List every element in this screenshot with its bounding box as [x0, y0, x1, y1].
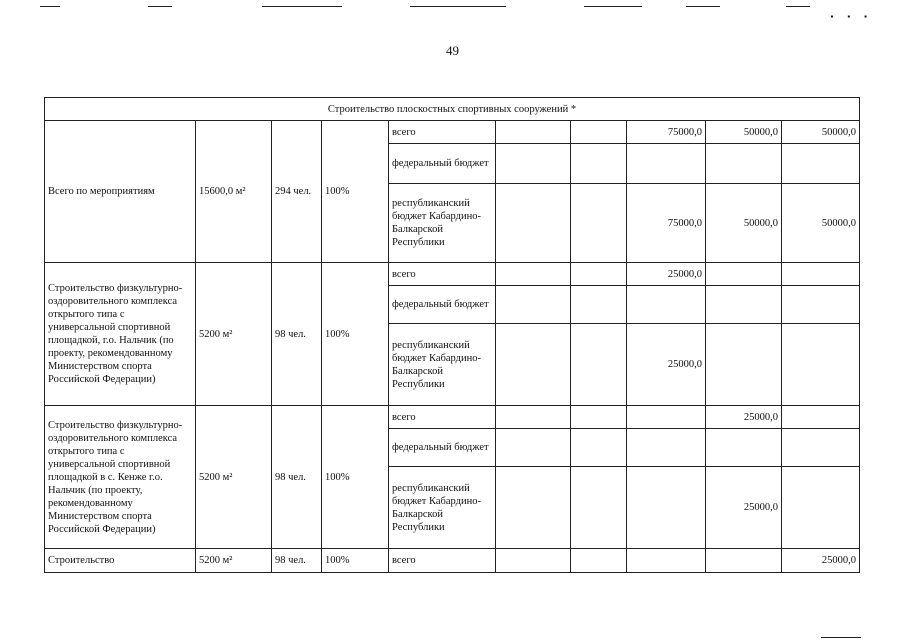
amount-cell	[496, 549, 571, 573]
amount-cell	[706, 429, 782, 467]
measure-name: Строительство	[45, 549, 196, 573]
amount-cell	[571, 184, 627, 263]
scan-specks: ▪ ▪ ▪	[830, 12, 873, 21]
program-table	[44, 97, 860, 573]
amount-cell	[627, 406, 706, 429]
section-header-row	[45, 98, 860, 121]
amount-cell	[782, 263, 860, 286]
amount-cell	[496, 121, 571, 144]
amount-cell	[496, 144, 571, 184]
funding-source: федеральный бюджет	[389, 286, 496, 324]
measure-name: Строительство физкультурно-оздоровительного комплекса открытого типа с универсальной спортивной площадкой в с. Кенже г.о. Нальчик (по проекту, рекомендованному Министерством спорта Российской Федерации)	[45, 406, 196, 549]
amount-cell	[496, 286, 571, 324]
amount-cell	[496, 324, 571, 406]
funding-source: республиканский бюджет Кабардино-Балкарской Республики	[389, 324, 496, 406]
amount-cell	[627, 144, 706, 184]
people-cell: 98 чел.	[272, 263, 322, 406]
amount-cell	[706, 324, 782, 406]
amount-cell: 25000,0	[627, 324, 706, 406]
amount-cell	[571, 286, 627, 324]
measure-name: Всего по мероприятиям	[45, 121, 196, 263]
measure-name: Строительство физкультурно-оздоровительного комплекса открытого типа с универсальной спортивной площадкой, г.о. Нальчик (по проекту, рекомендованному Министерством спорта Российской Федерации)	[45, 263, 196, 406]
amount-cell	[496, 467, 571, 549]
amount-cell	[627, 429, 706, 467]
amount-cell	[571, 324, 627, 406]
funding-source: всего	[389, 549, 496, 573]
amount-cell: 50000,0	[782, 184, 860, 263]
amount-cell	[571, 429, 627, 467]
amount-cell: 75000,0	[627, 121, 706, 144]
scan-line	[410, 6, 506, 7]
area-cell: 5200 м²	[196, 263, 272, 406]
amount-cell	[571, 406, 627, 429]
amount-cell	[627, 286, 706, 324]
amount-cell	[706, 286, 782, 324]
amount-cell	[571, 263, 627, 286]
amount-cell	[782, 429, 860, 467]
people-cell: 294 чел.	[272, 121, 322, 263]
scan-line	[821, 637, 861, 638]
area-cell: 5200 м²	[196, 406, 272, 549]
amount-cell	[782, 144, 860, 184]
amount-cell	[496, 429, 571, 467]
amount-cell	[496, 263, 571, 286]
amount-cell	[706, 144, 782, 184]
scan-line	[148, 6, 172, 7]
table-row	[45, 549, 860, 573]
amount-cell	[706, 549, 782, 573]
table-row	[45, 263, 860, 286]
amount-cell: 50000,0	[782, 121, 860, 144]
table-row	[45, 406, 860, 429]
percent-cell: 100%	[322, 406, 389, 549]
funding-source: всего	[389, 121, 496, 144]
people-cell: 98 чел.	[272, 549, 322, 573]
amount-cell: 50000,0	[706, 184, 782, 263]
funding-source: всего	[389, 406, 496, 429]
amount-cell: 50000,0	[706, 121, 782, 144]
people-cell: 98 чел.	[272, 406, 322, 549]
funding-source: всего	[389, 263, 496, 286]
amount-cell	[496, 406, 571, 429]
percent-cell: 100%	[322, 263, 389, 406]
funding-source: федеральный бюджет	[389, 144, 496, 184]
amount-cell	[782, 324, 860, 406]
amount-cell	[782, 406, 860, 429]
funding-source: республиканский бюджет Кабардино-Балкарской Республики	[389, 184, 496, 263]
scan-line	[262, 6, 342, 7]
page-number: 49	[446, 43, 459, 58]
amount-cell: 25000,0	[627, 263, 706, 286]
percent-cell: 100%	[322, 549, 389, 573]
amount-cell	[782, 467, 860, 549]
amount-cell: 25000,0	[706, 406, 782, 429]
amount-cell	[706, 263, 782, 286]
amount-cell: 25000,0	[782, 549, 860, 573]
scan-line	[584, 6, 642, 7]
amount-cell	[496, 184, 571, 263]
amount-cell: 75000,0	[627, 184, 706, 263]
funding-source: федеральный бюджет	[389, 429, 496, 467]
scan-line	[40, 6, 60, 7]
table-row	[45, 121, 860, 144]
amount-cell	[571, 121, 627, 144]
area-cell: 15600,0 м²	[196, 121, 272, 263]
funding-source: республиканский бюджет Кабардино-Балкарской Республики	[389, 467, 496, 549]
amount-cell	[627, 467, 706, 549]
amount-cell	[627, 549, 706, 573]
scan-line	[786, 6, 810, 7]
amount-cell	[571, 144, 627, 184]
scan-line	[686, 6, 720, 7]
amount-cell	[571, 549, 627, 573]
percent-cell: 100%	[322, 121, 389, 263]
area-cell: 5200 м²	[196, 549, 272, 573]
amount-cell: 25000,0	[706, 467, 782, 549]
amount-cell	[571, 467, 627, 549]
amount-cell	[782, 286, 860, 324]
section-title: Строительство плоскостных спортивных сооружений *	[45, 98, 860, 121]
